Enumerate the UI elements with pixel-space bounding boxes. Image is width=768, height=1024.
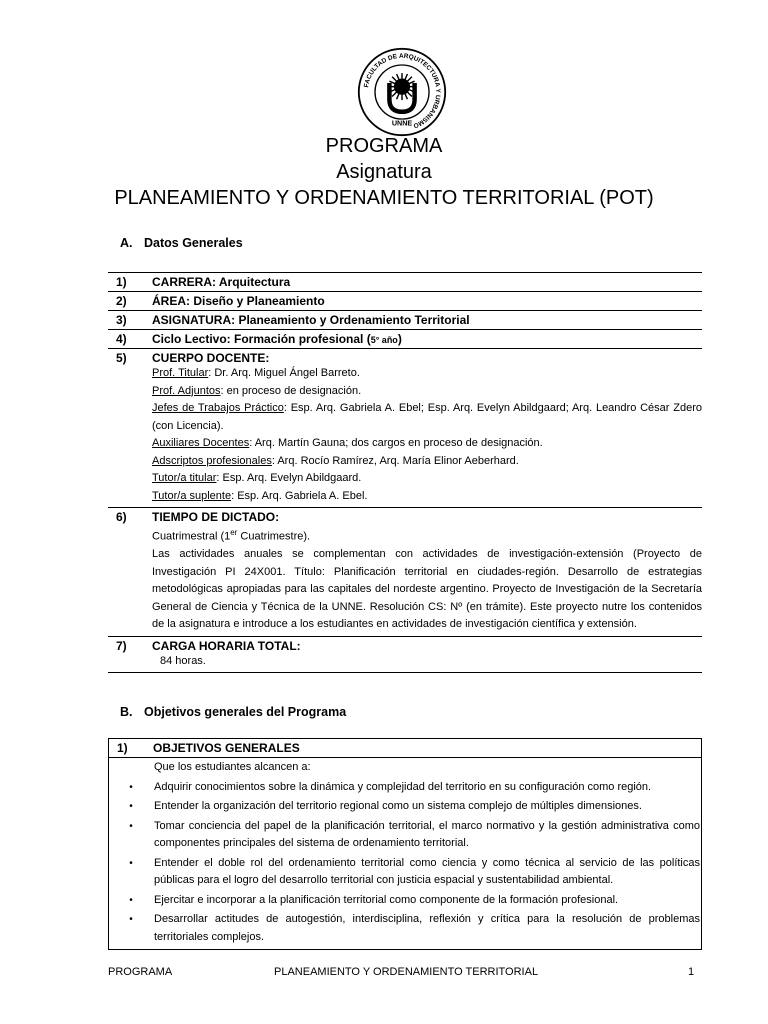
general-data-table [108,272,702,673]
objective-text: Adquirir conocimientos sobre la dinámica y complejidad del territorio en su configuración como región. [154,780,652,793]
objective-text: Entender la organización del territorio regional como un sistema complejo de múltiples dimensiones. [154,800,642,812]
row-area [108,292,702,311]
row-number: 6) [116,510,127,524]
staff-item [152,453,702,471]
row-label [152,330,702,349]
list-item [109,797,702,817]
row-label: CARGA HORARIA TOTAL: [152,638,301,653]
section-b-heading [120,705,346,719]
dictation-period [152,524,702,546]
objectives-title: OBJETIVOS GENERALES [153,739,702,758]
document-titles [0,133,768,211]
bullet-icon: • [129,781,133,793]
section-a-heading [120,236,243,250]
objectives-header-row [109,739,702,758]
list-item [109,817,702,854]
hours-value: 84 horas. [160,654,206,667]
row-number: 3) [116,313,127,327]
objectives-table [108,738,702,950]
footer-center: PLANEAMIENTO Y ORDENAMIENTO TERRITORIAL [274,966,539,978]
section-a-title: Datos Generales [144,236,243,250]
bullet-icon: • [129,801,133,812]
staff-names: : Esp. Arq. Evelyn Abildgaard. [216,472,362,484]
row-number: 1) [109,739,154,758]
staff-names: : Dr. Arq. Miguel Ángel Barreto. [208,367,360,379]
row-label: CARRERA: Arquitectura [152,275,291,289]
ciclo-year: 5° año [370,335,398,345]
staff-names: : Arq. Rocío Ramírez, Arq. María Elinor Aeberhard. [271,454,519,467]
period-text-end: Cuatrimestre). [237,530,311,543]
staff-names: : Esp. Arq. Gabriela A. Ebel. [231,489,368,502]
staff-role: Tutor/a titular [152,472,217,484]
objectives-intro-row [109,758,702,778]
staff-role: Auxiliares Docentes [152,437,250,449]
row-label: ÁREA: Diseño y Planeamiento [152,294,325,308]
objectives-intro: Que los estudiantes alcancen a: [154,761,311,773]
bullet-icon: • [129,857,133,869]
row-content [152,508,702,637]
objective-text: Desarrollar actitudes de autogestión, interdisciplina, reflexión y crítica para la resolución de problemas territoriales complejos. [154,913,700,943]
staff-role: Prof. Adjuntos [152,384,221,397]
staff-names: : en proceso de designación. [220,384,362,397]
staff-item [152,365,702,383]
staff-names: : Esp. Arq. Gabriela A. Ebel; Esp. Arq. Evelyn Abildgaard; Arq. Leandro César Zdero (con Licencia). [152,402,702,432]
ciclo-close: ) [397,332,402,346]
row-label: ASIGNATURA: Planeamiento y Ordenamiento Territorial [152,313,470,327]
title-programa: PROGRAMA [325,135,443,157]
period-sup: er [230,528,238,537]
row-number: 2) [116,294,127,308]
objective-text: Ejercitar e incorporar a la planificación territorial como componente de la formación profesional. [154,893,619,906]
section-a-letter: A. [120,236,133,250]
staff-item [152,488,702,506]
staff-item [152,435,702,453]
staff-item [152,383,702,401]
row-label: CUERPO DOCENTE: [152,351,270,365]
bullet-icon: • [129,894,133,906]
row-number: 7) [116,638,127,653]
page-number: 1 [688,966,695,978]
list-item [109,910,702,950]
list-item [109,854,702,891]
list-item [109,891,702,911]
sun-icon [389,73,416,100]
staff-item [152,400,702,435]
row-number: 5) [116,351,127,365]
seal-ring-text: FACULTAD DE ARQUITECTURA Y URBANISMO [363,52,442,130]
row-content [152,636,702,673]
staff-item [152,470,702,488]
row-carrera [108,273,702,292]
objective-text: Entender el doble rol del ordenamiento territorial como ciencia y como técnica al servicio de las políticas públicas para el logro del desarrollo territorial con justicia espacial y sustentabilidad ambiental. [154,856,700,886]
objective-text: Tomar conciencia del papel de la planificación territorial, el marco normativo y la gestión administrativa como componentes principales del sistema de ordenamiento territorial. [154,819,700,849]
staff-role: Jefes de Trabajos Práctico [152,402,284,414]
staff-role: Tutor/a suplente [152,489,232,502]
row-content [152,349,702,508]
seal-bottom-text: UNNE [391,118,413,128]
row-asignatura [108,311,702,330]
row-ciclo-lectivo [108,330,702,349]
row-label: TIEMPO DE DICTADO: [152,510,280,524]
section-b-letter: B. [120,705,133,719]
row-cuerpo-docente [108,349,702,508]
faculty-seal-logo [357,47,447,137]
activities-paragraph: Las actividades anuales se complementan con actividades de investigación-extensión (Proyecto de Investigación PI 24X001. Título: Planificación territorial en ciudades-región. Desarrollo de estrategias metodológicas apropiadas para las capitales del nordeste argentino. Proyecto de Investigación de la Secretaría General de Ciencia y Técnica de la UNNE. Resolución CS: Nº (en trámite). Este proyecto nutre los contenidos de la asignatura e introduce a los estudiantes en actividades de investigación científica y extensión. [152,548,702,631]
row-tiempo-dictado [108,508,702,637]
bullet-icon: • [129,820,133,832]
title-subject: PLANEAMIENTO Y ORDENAMIENTO TERRITORIAL (POT) [114,187,654,209]
staff-role: Adscriptos profesionales [152,454,272,467]
list-item [109,778,702,798]
section-b-title: Objetivos generales del Programa [144,705,347,719]
row-number: 1) [116,275,127,289]
title-asignatura: Asignatura [336,161,432,183]
ciclo-text: Ciclo Lectivo: Formación profesional ( [152,332,371,346]
staff-role: Prof. Titular [152,367,209,379]
bullet-icon: • [129,914,133,925]
row-carga-horaria [108,636,702,673]
staff-names: : Arq. Martín Gauna; dos cargos en proceso de designación. [249,437,543,449]
period-text: Cuatrimestral (1 [152,530,231,543]
footer-left: PROGRAMA [108,966,173,978]
row-number: 4) [116,332,127,346]
